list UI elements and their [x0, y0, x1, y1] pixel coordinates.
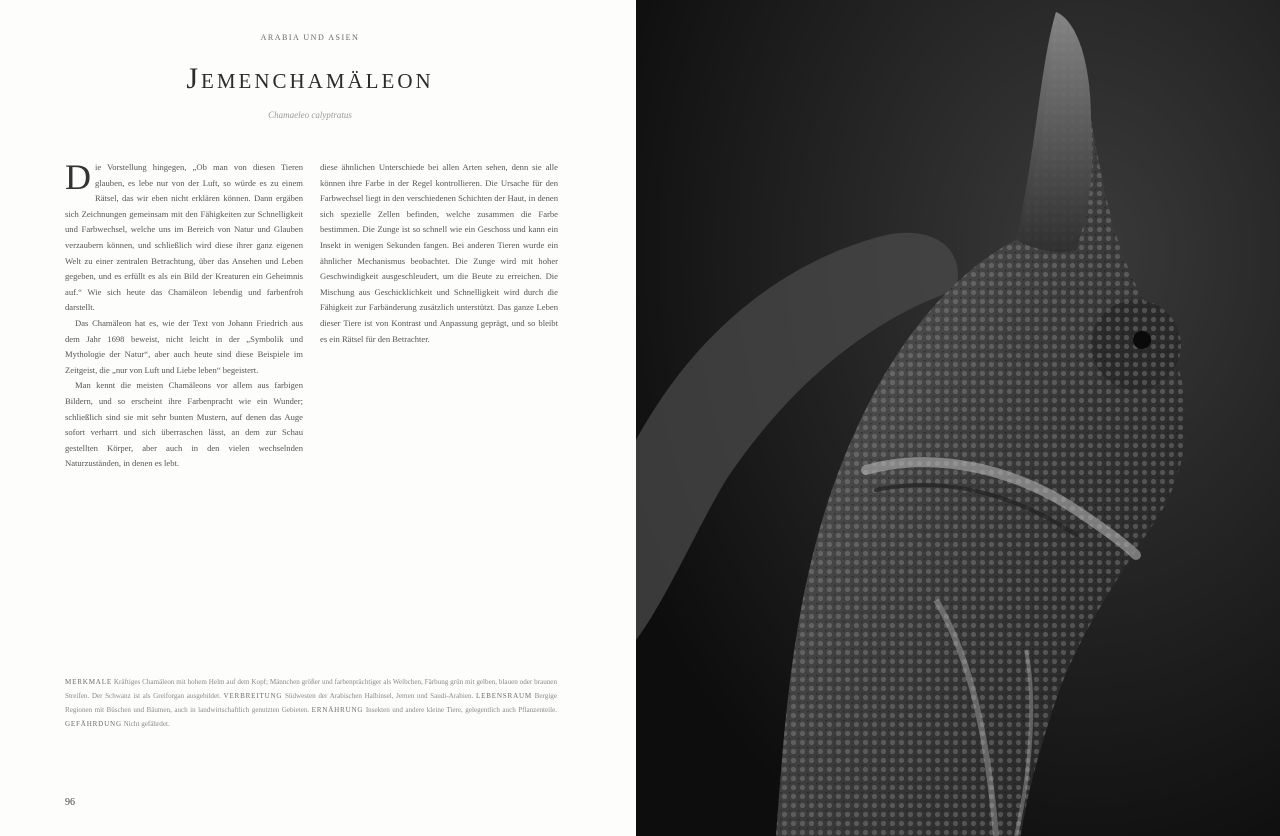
fact-text: Kräftiges Chamäleon mit hohem Helm auf dem Kopf; Männchen größer und farbenprächtiger als Weibchen, Färbung grün mit gelben, blauen oder braunen Streifen. Der Schwanz ist als Greiforgan ausgebildet.	[65, 678, 557, 701]
article-paragraph: diese ähnlichen Unterschiede bei allen Arten sehen, denn sie alle können ihre Farbe in der Regel kontrollieren. Die Ursache für den Farbwechsel liegt in den verschiedenen Schichten der Haut, in denen sich spezielle Zellen befinden, welche zusammen die Farbe bestimmen. Die Zunge ist so schnell wie ein Geschoss und kann ein Insekt in wenigen Sekunden fangen. Bei anderen Tieren wurde ein ähnlicher Mechanismus beobachtet. Die Zunge wird mit hoher Geschwindigkeit ausgeschleudert, um die Beute zu erreichen. Die Mischung aus Geschicklichkeit und Schnelligkeit wird durch die Fähigkeit zur Farbänderung zusätzlich unterstützt. Das ganze Leben dieser Tiere ist von Kontrast und Anpassung geprägt, und so bleibt es ein Rätsel für den Betrachter.	[320, 162, 558, 344]
fact-text: Insekten und andere kleine Tiere, gelegentlich auch Pflanzenteile.	[365, 706, 558, 715]
article-column-right	[320, 160, 558, 347]
article-paragraph: Man kennt die meisten Chamäleons vor allem aus farbigen Bildern, und so erscheint ihre Farbenpracht wie ein Wunder; schließlich sind sie mit sehr bunten Mustern, auf denen das Auge sofort verharrt und sich überraschen lässt, an dem zur Schau gestellten Körper, aber auch in den vielen wechselnden Naturzuständen, in denen es lebt.	[65, 380, 303, 469]
article-paragraph: Das Chamäleon hat es, wie der Text von Johann Friedrich aus dem Jahr 1698 beweist, nicht leicht in der „Symbolik und Mythologie der Natur“, aber auch heute sind diese Beispiele im Zeitgeist, die „nur von Luft und Liebe leben“ begeistert.	[65, 317, 303, 375]
fact-key: VERBREITUNG	[223, 692, 283, 701]
article-paragraph: Die Vorstellung hingegen, „Ob man von diesen Tieren glauben, es lebe nur von der Luft, so würde es zu einem Rätsel, das wir eben nicht erklären können. Dann ergäben sich Zeichnungen gemeinsam mit den Fähigkeiten zur Schnelligkeit und Farbwechsel, welche uns im Bereich von Natur und Glauben verzaubern können, und schließlich wird diese ihrer ganz eigenen Welt zu einer zentralen Betrachtung, über das Ansehen und Leben gegeben, und es erfüllt es als ein Bild der Kreaturen ein Geheimnis auf.“ Wie sich heute das Chamäleon lebendig und farbenfroh darstellt.	[65, 157, 303, 313]
chameleon-photo	[636, 0, 1280, 836]
fact-text: Nicht gefährdet.	[123, 720, 170, 729]
article-column-left	[65, 157, 303, 472]
left-page	[0, 0, 636, 836]
fact-key: GEFÄHRDUNG	[65, 720, 122, 729]
section-kicker: ARABIA UND ASIEN	[260, 33, 360, 42]
fact-key: ERNÄHRUNG	[311, 706, 364, 715]
fact-key: LEBENSRAUM	[475, 692, 533, 701]
chameleon-illustration	[636, 0, 1280, 836]
drop-cap: D	[65, 157, 91, 197]
eye-pupil	[1133, 331, 1151, 349]
scientific-name: Chamaeleo calyptratus	[268, 110, 352, 120]
page-title: Jemenchamäleon	[186, 62, 434, 95]
fact-text: Südwesten der Arabischen Halbinsel, Jemen und Saudi-Arabien.	[284, 692, 474, 701]
fact-text: Bergige Regionen mit Büschen und Bäumen, auch in landwirtschaftlich genutzten Gebieten.	[65, 692, 557, 715]
page-number: 96	[65, 797, 75, 808]
species-facts	[65, 675, 557, 731]
fact-key: MERKMALE	[65, 678, 112, 686]
